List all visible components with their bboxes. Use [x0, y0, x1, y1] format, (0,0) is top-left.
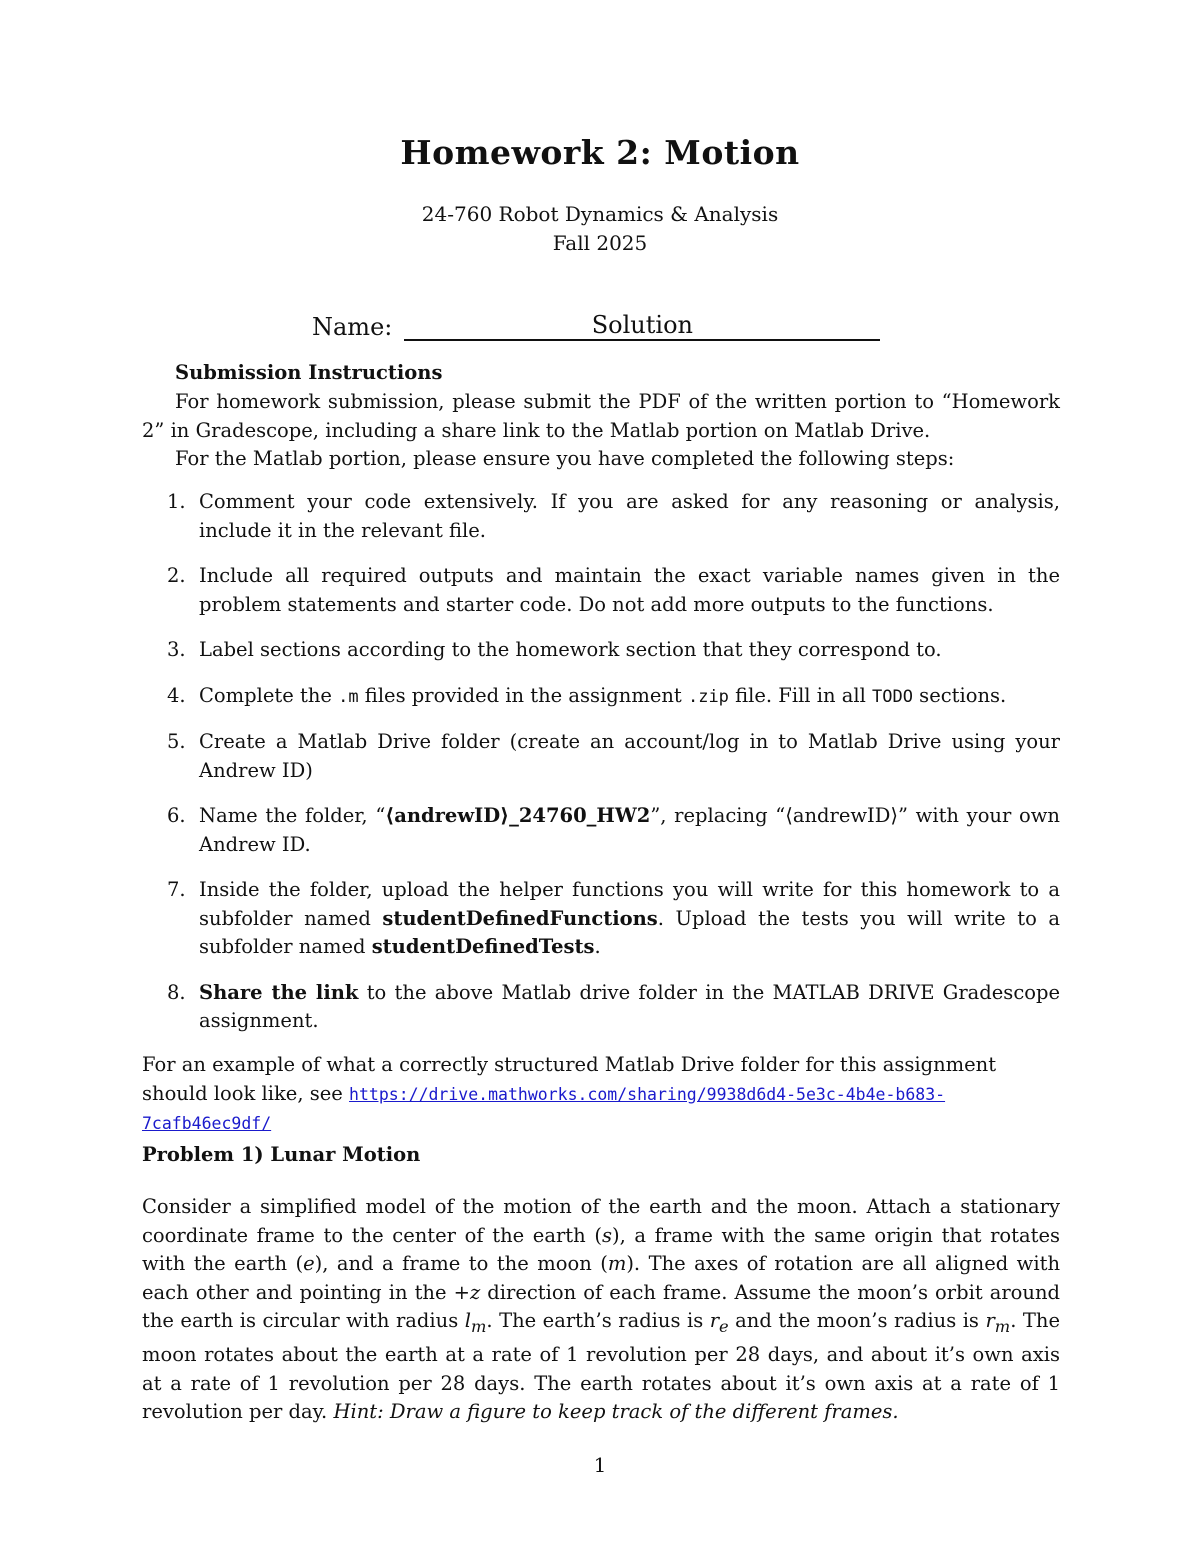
list-item: [142, 682, 1060, 712]
page-title: Homework 2: Motion: [400, 133, 800, 172]
math-var: s: [601, 1223, 612, 1247]
step-text: .: [594, 935, 601, 958]
problem-text: ), a frame with the same origin that rotates with the earth (: [142, 1223, 1060, 1275]
problem-text: . The earth’s radius is: [486, 1309, 710, 1332]
step-number: 4.: [167, 683, 186, 707]
math-var: e: [303, 1252, 315, 1275]
step-text: Name the folder, “: [199, 804, 386, 827]
name-label: Name:: [312, 313, 393, 341]
list-item: [142, 728, 1060, 785]
name-value: Solution: [404, 311, 880, 341]
math-var: z: [469, 1280, 481, 1304]
term: Fall 2025: [552, 231, 648, 255]
step-text: Complete the: [199, 683, 339, 707]
step-text: Include all required outputs and maintain the exact variable names given in the problem statements and starter code. Do not add more outputs to the functions.: [199, 564, 1060, 616]
step-text: sections.: [912, 683, 1007, 707]
step-text: to the above Matlab drive folder in the MATLAB DRIVE Gradescope assignment.: [199, 980, 1060, 1032]
example-link[interactable]: https://drive.mathworks.com/sharing/9938d6d4-5e3c-4b4e-b683-7cafb46ec9df/: [142, 1084, 946, 1133]
subfolder-tests: studentDefinedTests: [371, 935, 595, 958]
step-number: 5.: [167, 730, 186, 753]
problem-text: and the moon’s radius is: [728, 1309, 986, 1332]
math-var: l: [464, 1309, 471, 1332]
problem-text: direction of each frame. Assume the moon’s orbit around the earth is circular with radius: [142, 1280, 1061, 1332]
step-text: files provided in the assignment: [358, 683, 688, 707]
problem-1-heading: Problem 1) Lunar Motion: [142, 1143, 421, 1166]
problem-text: ), and a frame to the moon (: [314, 1252, 608, 1275]
step-text: Comment your code extensively. If you are asked for any reasoning or analysis, include it in the relevant file.: [199, 490, 1060, 542]
step-text: Create a Matlab Drive folder (create an account/log in to Matlab Drive using your Andrew ID): [199, 730, 1060, 782]
problem-text: . The moon rotates about the earth at a rate of 1 revolution per 28 days, and about it’s own axis at a rate of 1 revolution per 28 days. The earth rotates about it’s own axis at a rate of 1 revolution per day.: [142, 1309, 1060, 1424]
step-text: Inside the folder, upload the helper functions you will write for this homework to a subfolder named: [199, 878, 1060, 930]
step-number: 6.: [167, 804, 186, 827]
page-number: 1: [593, 1453, 607, 1477]
example-text: For an example of what a correctly structured Matlab Drive folder for this assignment should look like, see: [142, 1053, 997, 1105]
step-number: 7.: [167, 878, 186, 901]
share-link-emphasis: Share the link: [199, 980, 359, 1004]
list-item: [142, 802, 1060, 859]
math-subscript: m: [470, 1316, 487, 1336]
step-text: ”, replacing “⟨andrewID⟩” with your own Andrew ID.: [199, 804, 1060, 856]
name-field: [312, 311, 880, 341]
submission-paragraph-2: For the Matlab portion, please ensure you have completed the following steps:: [175, 447, 955, 470]
list-item: [142, 562, 1060, 619]
list-item: [142, 488, 1060, 545]
example-paragraph: [142, 1051, 1060, 1139]
math-var: r: [709, 1309, 720, 1332]
submission-steps: [142, 488, 1060, 1053]
code-text: .zip: [687, 686, 729, 707]
submission-heading: Submission Instructions: [175, 361, 443, 384]
submission-paragraph-1: For homework submission, please submit the PDF of the written portion to “Homework 2” in Gradescope, including a share link to the Matlab portion on Matlab Drive.: [142, 390, 1060, 442]
step-text: Label sections according to the homework section that they correspond to.: [199, 638, 942, 661]
folder-name: ⟨andrewID⟩_24760_HW2: [385, 804, 651, 827]
math-subscript: m: [994, 1316, 1011, 1336]
subfolder-functions: studentDefinedFunctions: [382, 906, 658, 930]
list-item: [142, 636, 1060, 665]
course-name: 24-760 Robot Dynamics & Analysis: [421, 202, 779, 226]
list-item: [142, 876, 1060, 962]
problem-text: Consider a simplified model of the motion of the earth and the moon. Attach a stationary coordinate frame to the center of the earth (: [142, 1195, 1060, 1247]
problem-1-body: [142, 1193, 1060, 1427]
code-text: .m: [338, 686, 359, 707]
list-item: [142, 979, 1060, 1036]
step-number: 2.: [167, 564, 186, 587]
math-var: r: [985, 1309, 995, 1332]
step-number: 3.: [167, 638, 186, 661]
step-text: file. Fill in all: [728, 683, 873, 707]
step-number: 1.: [167, 490, 186, 513]
step-text: . Upload the tests you will write to a subfolder named: [199, 906, 1061, 958]
step-number: 8.: [167, 980, 186, 1004]
math-var: m: [607, 1252, 627, 1275]
hint-text: Hint: Draw a figure to keep track of the different frames.: [333, 1400, 899, 1424]
problem-text: ). The axes of rotation are all aligned with each other and pointing in the +: [142, 1252, 1060, 1304]
code-text: TODO: [872, 686, 913, 707]
math-subscript: e: [719, 1316, 729, 1336]
